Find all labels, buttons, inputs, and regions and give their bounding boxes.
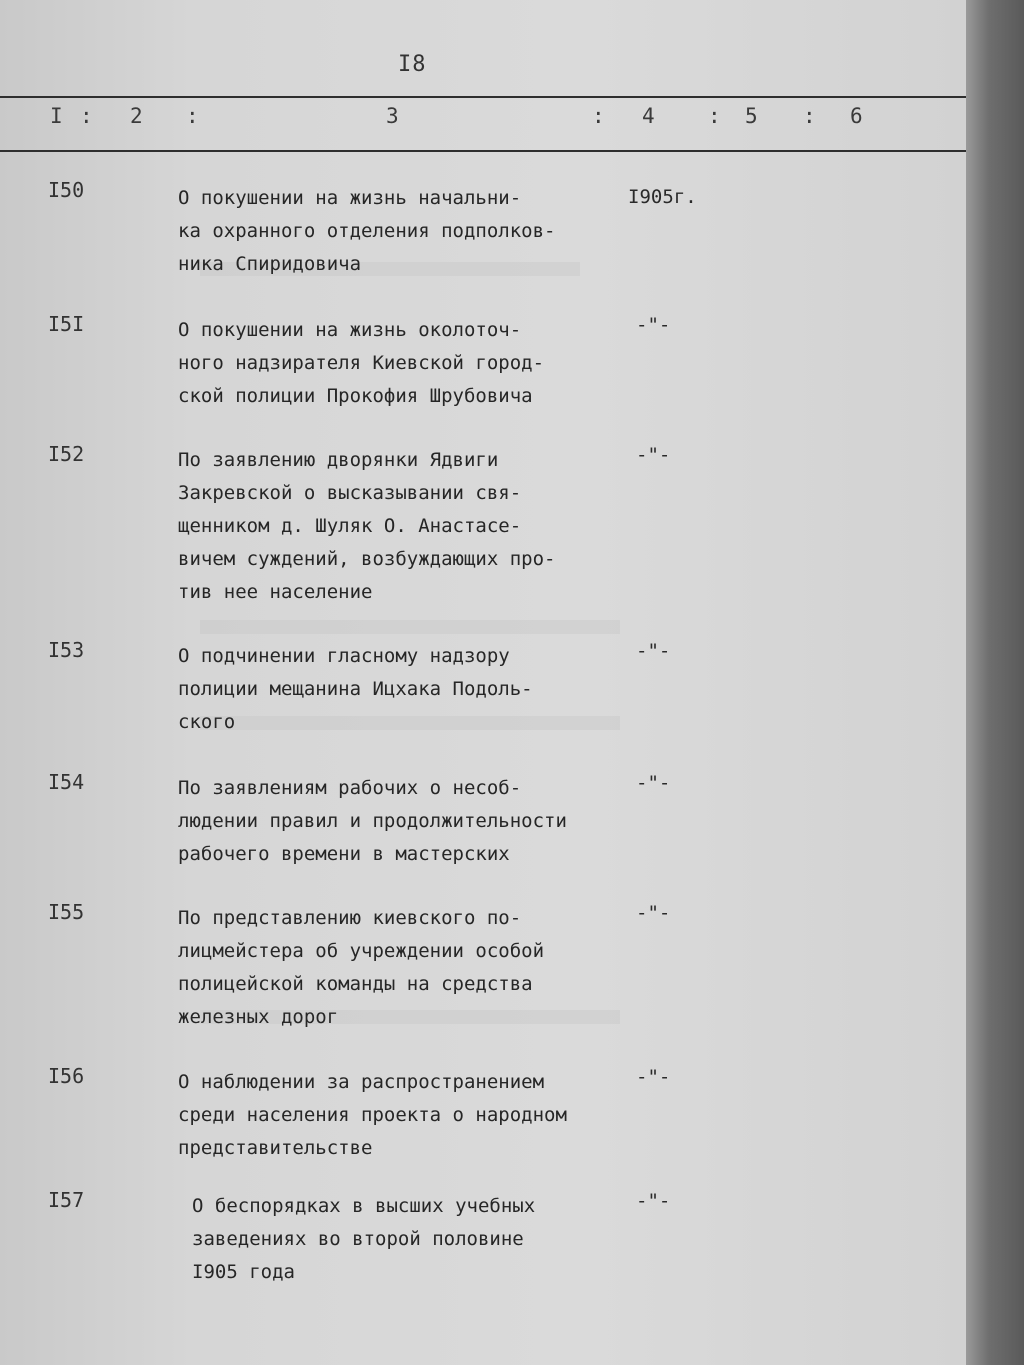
header-col-6: 6 — [850, 104, 863, 128]
entry-title: По заявлению дворянки Ядвиги Закревской о высказывании свя- щенником д. Шуляк О. Анастасе- вичем суждений, возбуждающих про- тив нее население — [178, 449, 556, 603]
entry-date: -"- — [636, 444, 671, 466]
bleed-through-decoration — [200, 620, 620, 634]
entry-date: -"- — [636, 902, 671, 924]
entry-date: -"- — [636, 1190, 671, 1212]
header-top-rule — [0, 96, 966, 98]
entry-title: По заявлениям рабочих о несоб- людении правил и продолжительности рабочего времени в мастерских — [178, 777, 567, 865]
entry-number: I55 — [48, 900, 85, 924]
header-separator: : — [708, 104, 721, 128]
entry-date: -"- — [636, 314, 671, 336]
entry-title: О покушении на жизнь околоточ- ного надзирателя Киевской город- ской полиции Прокофия Шрубовича — [178, 319, 545, 407]
entry-title: О подчинении гласному надзору полиции мещанина Ицхака Подоль- ского — [178, 645, 533, 733]
entry-number: I56 — [48, 1064, 85, 1088]
page-number: I8 — [398, 52, 427, 77]
header-col-4: 4 — [642, 104, 655, 128]
header-col-5: 5 — [745, 104, 758, 128]
header-separator: : — [803, 104, 816, 128]
entry-title: О беспорядках в высших учебных заведениях во второй половине I905 года — [192, 1195, 536, 1283]
header-col-2: 2 — [130, 104, 143, 128]
page-edge-shadow — [966, 0, 1024, 1365]
entry-number: I5I — [48, 312, 85, 336]
entry-number: I52 — [48, 442, 85, 466]
entry-title: О покушении на жизнь начальни- ка охранного отделения подполков- ника Спиридовича — [178, 187, 556, 275]
column-header-row — [0, 104, 966, 144]
entry-date: I905г. — [628, 186, 697, 208]
header-separator: : — [186, 104, 199, 128]
entry-number: I50 — [48, 178, 85, 202]
header-col-1: I — [50, 104, 63, 128]
entry-title: О наблюдении за распространением среди населения проекта о народном представительстве — [178, 1071, 567, 1159]
header-col-3: 3 — [386, 104, 399, 128]
header-separator: : — [592, 104, 605, 128]
entry-date: -"- — [636, 640, 671, 662]
entry-date: -"- — [636, 772, 671, 794]
header-bottom-rule — [0, 150, 966, 152]
header-separator: : — [80, 104, 93, 128]
entry-date: -"- — [636, 1066, 671, 1088]
entry-number: I57 — [48, 1188, 85, 1212]
entry-number: I53 — [48, 638, 85, 662]
entry-number: I54 — [48, 770, 85, 794]
entry-title: По представлению киевского по- лицмейстера об учреждении особой полицейской команды на средства железных дорог — [178, 907, 545, 1028]
